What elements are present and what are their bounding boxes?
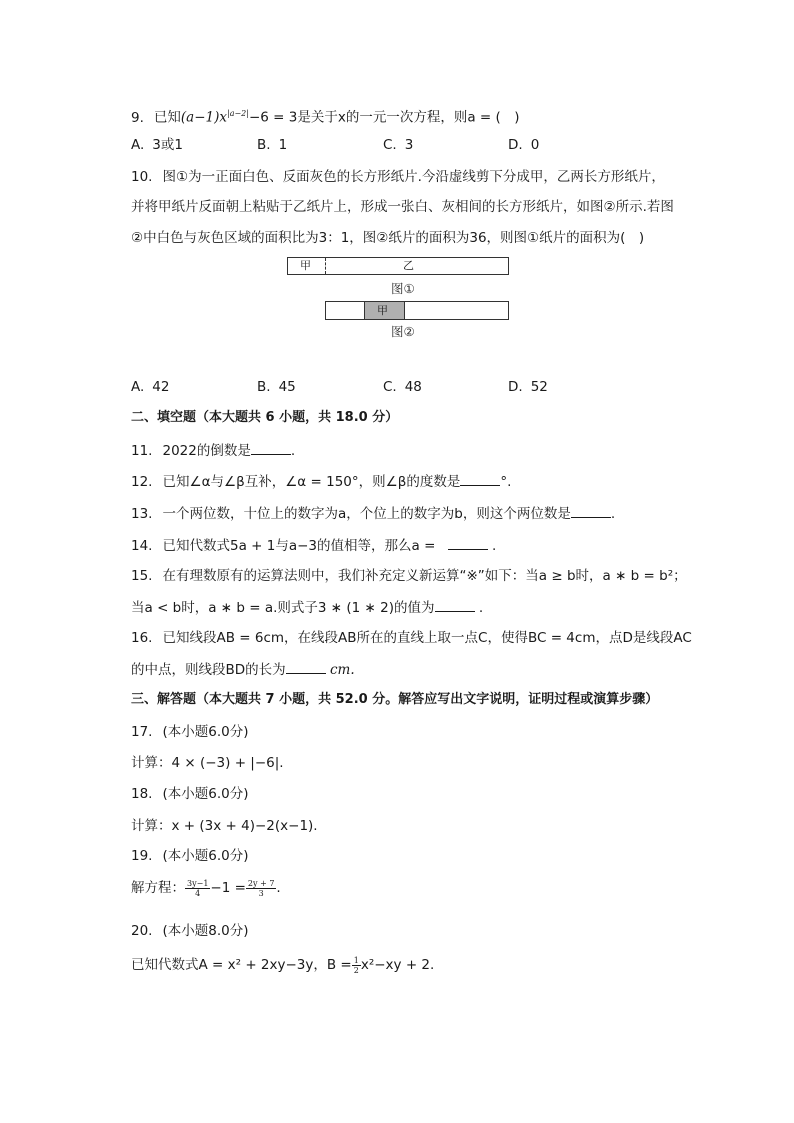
options-9 (131, 135, 651, 155)
option-c[interactable]: C. 3 (383, 137, 414, 153)
question-number: 12. (131, 474, 153, 490)
question-number: 17. (131, 724, 153, 740)
question-15-line-1 (131, 566, 687, 586)
question-number: 10. (131, 169, 153, 185)
question-number: 9. (131, 109, 144, 126)
question-number: 16. (131, 630, 153, 646)
question-text: 解方程： (131, 880, 185, 896)
question-16-line-2 (131, 659, 355, 680)
question-end: . (610, 506, 616, 522)
question-number: 15. (131, 568, 153, 584)
question-18-prompt: 计算：x + (3x + 4)−2(x−1). (131, 818, 318, 834)
question-text: 当a < b时，a ∗ b = a.则式子3 ∗ (1 ∗ 2)的值为 (131, 600, 435, 616)
option-d[interactable]: D. 52 (508, 379, 548, 395)
option-a[interactable]: A. 3或1 (131, 137, 183, 153)
question-20-prompt (131, 955, 434, 975)
cut-line (325, 258, 326, 274)
question-18-header (131, 784, 249, 804)
fraction-half: $\frac{1}{2}$ (353, 955, 359, 975)
question-10-line-2: 并将甲纸片反面朝上粘贴于乙纸片上，形成一张白、灰相间的长方形纸片，如图②所示.若图 (131, 199, 674, 215)
question-text: 图①为一正面白色、反面灰色的长方形纸片.今沿虚线剪下分成甲，乙两长方形纸片， (162, 169, 665, 185)
figure-2-strip (325, 301, 509, 320)
question-end: °. (500, 474, 512, 490)
question-number: 11. (131, 443, 153, 459)
question-11 (131, 440, 295, 461)
question-text: 2022的倒数是 (162, 443, 251, 459)
options-10 (131, 377, 651, 397)
piece-yi-label: 乙 (403, 259, 414, 272)
fraction-right: $\frac{2y + 7}{3}$ (247, 878, 275, 898)
question-19-header (131, 846, 249, 866)
question-score: (本小题8.0分) (162, 923, 249, 939)
figure-1-strip (287, 257, 509, 275)
question-10-line-3: ②中白色与灰色区域的面积比为3：1，图②纸片的面积为36，则图①纸片的面积为( ) (131, 230, 645, 246)
question-17-prompt: 计算：4 × (−3) + |−6|. (131, 755, 284, 771)
question-end: . (290, 443, 296, 459)
question-score: (本小题6.0分) (162, 724, 249, 740)
answer-blank[interactable] (571, 503, 611, 518)
question-text: 已知代数式A = x² + 2xy−3y，B = (131, 957, 352, 973)
question-number: 19. (131, 848, 153, 864)
equation-middle: −1 = (210, 880, 246, 896)
question-text: 在有理数原有的运算法则中，我们补充定义新运算“※”如下：当a ≥ b时，a ∗ b = b²； (162, 568, 687, 584)
figure-1-caption: 图① (391, 281, 415, 296)
question-20-header (131, 921, 249, 941)
question-end: . (491, 538, 497, 554)
section-3-heading: 三、解答题（本大题共 7 小题，共 52.0 分。解答应写出文字说明，证明过程或演算步骤） (131, 692, 659, 707)
question-score: (本小题6.0分) (162, 848, 249, 864)
answer-blank[interactable] (286, 659, 326, 674)
question-end: cm. (329, 662, 355, 678)
question-number: 20. (131, 923, 153, 939)
question-text: 一个两位数，十位上的数字为a，个位上的数字为b，则这个两位数是 (162, 506, 571, 522)
piece-jia-label: 甲 (377, 304, 388, 317)
piece-jia-label: 甲 (300, 259, 311, 272)
question-19-prompt (131, 878, 281, 898)
question-score: (本小题6.0分) (162, 786, 249, 802)
question-10-line-1 (131, 167, 665, 187)
answer-blank[interactable] (460, 471, 500, 486)
question-end: . (276, 880, 281, 896)
answer-blank[interactable] (435, 597, 475, 612)
fraction-left: $\frac{3y-1}{4}$ (187, 878, 209, 898)
question-text: 已知线段AB = 6cm，在线段AB所在的直线上取一点C，使得BC = 4cm，点D是线段AC (162, 630, 692, 646)
section-2-heading: 二、填空题（本大题共 6 小题，共 18.0 分） (131, 410, 399, 425)
answer-blank[interactable] (251, 440, 291, 455)
question-number: 18. (131, 786, 153, 802)
question-9 (131, 104, 520, 128)
question-text: 已知代数式5a + 1与a−3的值相等，那么a = (162, 538, 440, 554)
question-13 (131, 503, 615, 524)
question-number: 13. (131, 506, 153, 522)
question-16-line-1 (131, 628, 692, 648)
question-end: . (478, 600, 484, 616)
question-text: −6 = 3是关于x的一元一次方程，则a = ( ) (248, 109, 520, 126)
equation-term: (a−1)x (180, 109, 227, 126)
option-b[interactable]: B. 45 (257, 379, 296, 395)
question-number: 14. (131, 538, 153, 554)
question-text: 的中点，则线段BD的长为 (131, 662, 286, 678)
question-12 (131, 471, 511, 492)
option-d[interactable]: D. 0 (508, 137, 540, 153)
answer-blank[interactable] (448, 535, 488, 550)
question-14 (131, 535, 496, 556)
question-text: 已知∠α与∠β互补，∠α = 150°，则∠β的度数是 (162, 474, 461, 490)
question-15-line-2 (131, 597, 483, 618)
figure-2-caption: 图② (391, 324, 415, 339)
question-text: x²−xy + 2. (360, 957, 435, 973)
question-text: 已知 (153, 109, 181, 126)
question-17-header (131, 722, 249, 742)
gray-region (364, 302, 405, 319)
equation-exponent: |a−2| (227, 109, 249, 118)
option-b[interactable]: B. 1 (257, 137, 288, 153)
option-c[interactable]: C. 48 (383, 379, 422, 395)
option-a[interactable]: A. 42 (131, 379, 170, 395)
